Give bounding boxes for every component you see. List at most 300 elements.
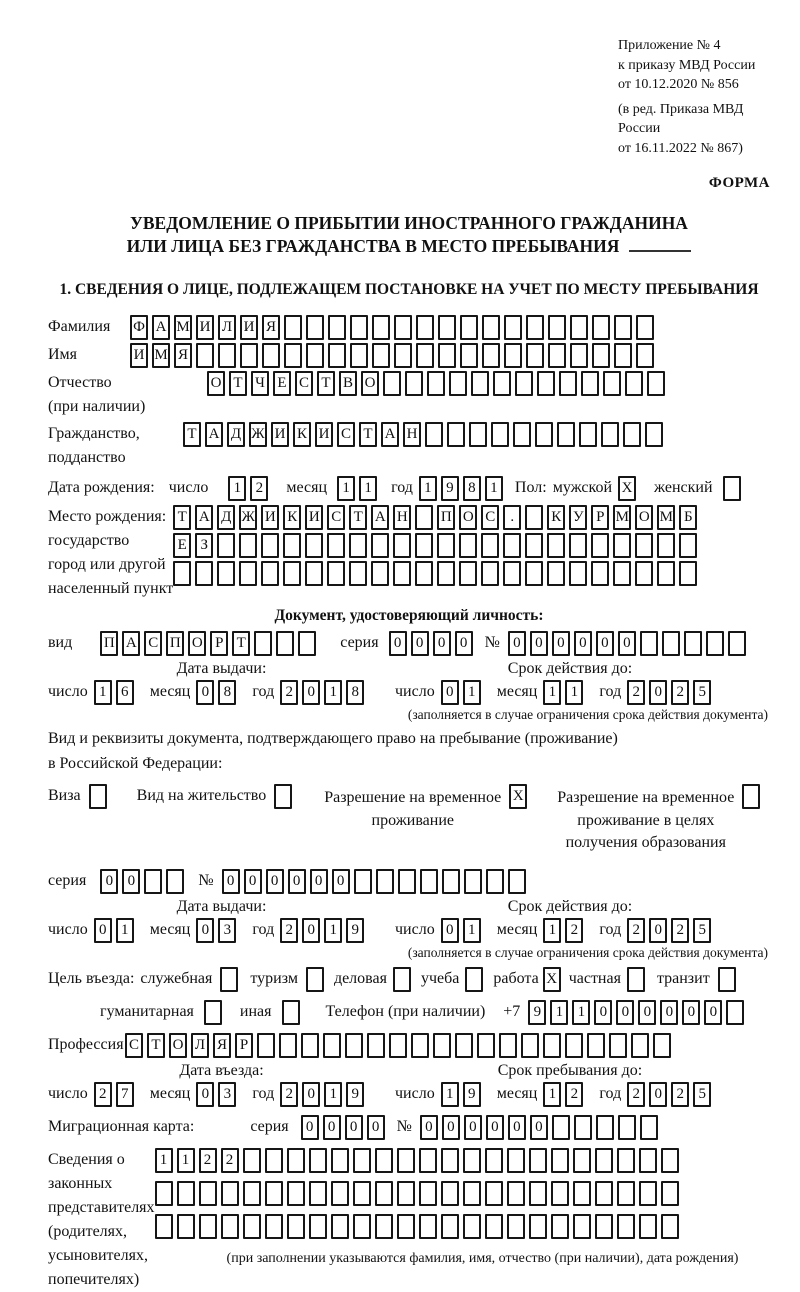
representatives-cells-row3[interactable] [155, 1214, 683, 1239]
form-cell[interactable]: О [635, 505, 653, 530]
form-cell[interactable]: 1 [485, 476, 503, 501]
form-cell[interactable] [305, 533, 323, 558]
form-cell[interactable]: 8 [346, 680, 364, 705]
form-cell[interactable]: Р [591, 505, 609, 530]
form-cell[interactable]: 0 [389, 631, 407, 656]
form-cell[interactable] [393, 533, 411, 558]
form-cell[interactable] [551, 1214, 569, 1239]
form-cell[interactable] [327, 561, 345, 586]
form-cell[interactable]: 2 [671, 680, 689, 705]
form-cell[interactable] [477, 1033, 495, 1058]
form-cell[interactable]: У [569, 505, 587, 530]
form-cell[interactable]: 0 [302, 918, 320, 943]
form-cell[interactable] [547, 561, 565, 586]
form-cell[interactable]: 0 [508, 631, 526, 656]
form-cell[interactable] [441, 1181, 459, 1206]
form-cell[interactable] [459, 561, 477, 586]
form-cell[interactable]: Т [232, 631, 250, 656]
form-cell[interactable]: О [361, 371, 379, 396]
form-cell[interactable]: 1 [463, 918, 481, 943]
form-cell[interactable]: 0 [196, 1082, 214, 1107]
form-cell[interactable]: 0 [411, 631, 429, 656]
form-cell[interactable]: 0 [441, 680, 459, 705]
purpose-official-checkbox[interactable] [220, 967, 242, 992]
purpose-work-checkbox[interactable] [543, 967, 565, 992]
form-cell[interactable]: 1 [543, 680, 561, 705]
form-cell[interactable] [529, 1181, 547, 1206]
form-cell[interactable] [653, 1033, 671, 1058]
form-cell[interactable] [265, 1214, 283, 1239]
form-cell[interactable] [570, 315, 588, 340]
form-cell[interactable]: 9 [346, 918, 364, 943]
birth-month-cells[interactable] [337, 476, 381, 501]
form-cell[interactable]: 1 [324, 918, 342, 943]
identity-issue-day[interactable] [94, 680, 138, 705]
form-cell[interactable] [459, 533, 477, 558]
form-cell[interactable]: 3 [218, 1082, 236, 1107]
form-cell[interactable]: С [337, 422, 355, 447]
form-cell[interactable]: 0 [323, 1115, 341, 1140]
form-cell[interactable]: А [371, 505, 389, 530]
form-cell[interactable] [298, 631, 316, 656]
form-cell[interactable] [471, 371, 489, 396]
form-cell[interactable] [657, 533, 675, 558]
form-cell[interactable]: 0 [301, 1115, 319, 1140]
form-cell[interactable]: 1 [550, 1000, 568, 1025]
form-cell[interactable] [354, 869, 372, 894]
identity-expiry-year[interactable] [627, 680, 715, 705]
form-cell[interactable] [526, 315, 544, 340]
form-cell[interactable] [306, 315, 324, 340]
form-cell[interactable] [397, 1181, 415, 1206]
form-cell[interactable] [559, 371, 577, 396]
form-cell[interactable] [455, 1033, 473, 1058]
form-cell[interactable]: И [315, 422, 333, 447]
form-cell[interactable] [177, 1181, 195, 1206]
form-cell[interactable]: 0 [100, 869, 118, 894]
form-cell[interactable]: 1 [463, 680, 481, 705]
form-cell[interactable] [305, 561, 323, 586]
form-cell[interactable] [631, 1033, 649, 1058]
form-cell[interactable] [617, 1214, 635, 1239]
form-cell[interactable]: 1 [94, 680, 112, 705]
form-cell[interactable] [155, 1181, 173, 1206]
residence-series-cells[interactable] [100, 869, 188, 894]
form-cell[interactable] [441, 1214, 459, 1239]
form-cell[interactable]: И [130, 343, 148, 368]
form-cell[interactable] [548, 315, 566, 340]
form-cell[interactable]: Р [210, 631, 228, 656]
gender-female-checkbox[interactable] [723, 476, 745, 501]
form-cell[interactable]: И [271, 422, 289, 447]
form-cell[interactable] [353, 1214, 371, 1239]
doc-kind-cells[interactable] [100, 631, 320, 656]
form-cell[interactable]: К [547, 505, 565, 530]
form-cell[interactable]: П [100, 631, 118, 656]
form-cell[interactable]: 0 [530, 631, 548, 656]
form-cell[interactable]: 1 [228, 476, 246, 501]
residence-expiry-day[interactable] [441, 918, 485, 943]
form-cell[interactable] [221, 1214, 239, 1239]
form-cell[interactable] [416, 343, 434, 368]
form-cell[interactable] [405, 371, 423, 396]
form-cell[interactable] [640, 631, 658, 656]
form-cell[interactable] [265, 1181, 283, 1206]
form-cell[interactable] [503, 533, 521, 558]
form-cell[interactable] [570, 343, 588, 368]
form-cell[interactable]: 0 [196, 680, 214, 705]
form-cell[interactable] [218, 343, 236, 368]
form-cell[interactable] [220, 967, 238, 992]
form-cell[interactable]: 2 [565, 918, 583, 943]
form-cell[interactable]: 0 [433, 631, 451, 656]
form-cell[interactable] [442, 869, 460, 894]
form-cell[interactable] [508, 869, 526, 894]
form-cell[interactable] [551, 1148, 569, 1173]
form-cell[interactable] [679, 533, 697, 558]
form-cell[interactable] [283, 533, 301, 558]
form-cell[interactable] [372, 315, 390, 340]
form-cell[interactable]: 1 [116, 918, 134, 943]
form-cell[interactable]: А [205, 422, 223, 447]
form-cell[interactable] [485, 1181, 503, 1206]
form-cell[interactable] [623, 422, 641, 447]
form-cell[interactable]: 0 [442, 1115, 460, 1140]
form-cell[interactable] [595, 1214, 613, 1239]
residence-number-cells[interactable] [222, 869, 530, 894]
form-cell[interactable] [393, 561, 411, 586]
form-cell[interactable] [276, 631, 294, 656]
form-cell[interactable]: . [503, 505, 521, 530]
residence-issue-month[interactable] [196, 918, 240, 943]
form-cell[interactable] [397, 1148, 415, 1173]
form-cell[interactable]: 0 [288, 869, 306, 894]
form-cell[interactable] [331, 1214, 349, 1239]
entry-day[interactable] [94, 1082, 138, 1107]
form-cell[interactable]: 1 [543, 1082, 561, 1107]
form-cell[interactable] [635, 561, 653, 586]
representatives-cells-row2[interactable] [155, 1181, 683, 1206]
form-cell[interactable]: В [339, 371, 357, 396]
form-cell[interactable] [613, 561, 631, 586]
form-cell[interactable] [617, 1181, 635, 1206]
form-cell[interactable] [565, 1033, 583, 1058]
form-cell[interactable]: 0 [574, 631, 592, 656]
edu-permit-checkbox[interactable] [742, 784, 764, 809]
form-cell[interactable]: Е [173, 533, 191, 558]
form-cell[interactable] [367, 1033, 385, 1058]
form-cell[interactable]: 0 [302, 680, 320, 705]
purpose-tourism-checkbox[interactable] [306, 967, 328, 992]
birth-place-cells-row2[interactable] [173, 533, 701, 558]
form-cell[interactable] [493, 371, 511, 396]
form-cell[interactable] [587, 1033, 605, 1058]
form-cell[interactable]: 0 [649, 680, 667, 705]
form-cell[interactable]: 0 [552, 631, 570, 656]
form-cell[interactable] [595, 1181, 613, 1206]
form-cell[interactable] [635, 533, 653, 558]
form-cell[interactable]: 6 [116, 680, 134, 705]
form-cell[interactable] [535, 422, 553, 447]
form-cell[interactable] [723, 476, 741, 501]
form-cell[interactable] [617, 1148, 635, 1173]
form-cell[interactable]: З [195, 533, 213, 558]
form-cell[interactable]: 8 [463, 476, 481, 501]
form-cell[interactable] [614, 315, 632, 340]
form-cell[interactable]: 9 [528, 1000, 546, 1025]
form-cell[interactable] [375, 1181, 393, 1206]
form-cell[interactable]: К [283, 505, 301, 530]
form-cell[interactable]: Н [403, 422, 421, 447]
entry-year[interactable] [280, 1082, 368, 1107]
entry-month[interactable] [196, 1082, 240, 1107]
form-cell[interactable]: А [381, 422, 399, 447]
birth-year-cells[interactable] [419, 476, 507, 501]
form-cell[interactable] [481, 561, 499, 586]
form-cell[interactable]: Ч [251, 371, 269, 396]
form-cell[interactable]: 1 [565, 680, 583, 705]
form-cell[interactable]: Л [218, 315, 236, 340]
form-cell[interactable] [463, 1214, 481, 1239]
form-cell[interactable] [419, 1148, 437, 1173]
form-cell[interactable] [376, 869, 394, 894]
form-cell[interactable] [287, 1181, 305, 1206]
form-cell[interactable] [309, 1214, 327, 1239]
form-cell[interactable]: 1 [177, 1148, 195, 1173]
form-cell[interactable]: А [152, 315, 170, 340]
form-cell[interactable]: О [169, 1033, 187, 1058]
form-cell[interactable]: 2 [627, 680, 645, 705]
form-cell[interactable]: 1 [359, 476, 377, 501]
surname-cells[interactable] [130, 315, 658, 340]
form-cell[interactable] [261, 533, 279, 558]
form-cell[interactable] [661, 1148, 679, 1173]
form-cell[interactable] [254, 631, 272, 656]
form-cell[interactable] [507, 1181, 525, 1206]
form-cell[interactable]: 0 [196, 918, 214, 943]
form-cell[interactable]: Т [183, 422, 201, 447]
form-cell[interactable]: 1 [337, 476, 355, 501]
form-cell[interactable]: 0 [616, 1000, 634, 1025]
form-cell[interactable] [350, 315, 368, 340]
phone-cells[interactable] [528, 1000, 748, 1025]
form-cell[interactable] [441, 1148, 459, 1173]
form-cell[interactable]: X [543, 967, 561, 992]
form-cell[interactable] [372, 343, 390, 368]
form-cell[interactable]: Т [317, 371, 335, 396]
form-cell[interactable]: X [509, 784, 527, 809]
form-cell[interactable]: 3 [218, 918, 236, 943]
form-cell[interactable] [618, 1115, 636, 1140]
form-cell[interactable] [144, 869, 162, 894]
form-cell[interactable] [371, 561, 389, 586]
form-cell[interactable]: 1 [324, 680, 342, 705]
form-cell[interactable]: 1 [155, 1148, 173, 1173]
form-cell[interactable]: 5 [693, 1082, 711, 1107]
form-cell[interactable]: Т [173, 505, 191, 530]
form-cell[interactable]: 1 [572, 1000, 590, 1025]
form-cell[interactable] [419, 1214, 437, 1239]
form-cell[interactable] [425, 422, 443, 447]
temp-permit-checkbox[interactable] [509, 784, 531, 809]
purpose-humanitarian-checkbox[interactable] [204, 1000, 226, 1025]
form-cell[interactable]: 0 [94, 918, 112, 943]
form-cell[interactable]: 0 [464, 1115, 482, 1140]
form-cell[interactable] [393, 967, 411, 992]
form-cell[interactable] [447, 422, 465, 447]
form-cell[interactable]: 0 [345, 1115, 363, 1140]
form-cell[interactable] [596, 1115, 614, 1140]
form-cell[interactable]: 2 [94, 1082, 112, 1107]
given-name-cells[interactable] [130, 343, 658, 368]
purpose-transit-checkbox[interactable] [718, 967, 740, 992]
form-cell[interactable] [309, 1148, 327, 1173]
form-cell[interactable] [574, 1115, 592, 1140]
migration-series-cells[interactable] [301, 1115, 389, 1140]
form-cell[interactable] [449, 371, 467, 396]
form-cell[interactable] [349, 561, 367, 586]
form-cell[interactable] [529, 1148, 547, 1173]
form-cell[interactable]: 0 [310, 869, 328, 894]
purpose-other-checkbox[interactable] [282, 1000, 304, 1025]
form-cell[interactable] [521, 1033, 539, 1058]
form-cell[interactable]: 2 [280, 918, 298, 943]
form-cell[interactable] [537, 371, 555, 396]
form-cell[interactable] [557, 422, 575, 447]
form-cell[interactable] [742, 784, 760, 809]
form-cell[interactable] [274, 784, 292, 809]
form-cell[interactable] [639, 1214, 657, 1239]
form-cell[interactable] [389, 1033, 407, 1058]
form-cell[interactable]: 0 [244, 869, 262, 894]
form-cell[interactable]: Ф [130, 315, 148, 340]
form-cell[interactable] [579, 422, 597, 447]
form-cell[interactable] [706, 631, 724, 656]
form-cell[interactable] [684, 631, 702, 656]
form-cell[interactable] [353, 1148, 371, 1173]
form-cell[interactable]: Т [147, 1033, 165, 1058]
form-cell[interactable] [591, 561, 609, 586]
form-cell[interactable] [548, 343, 566, 368]
form-cell[interactable] [199, 1214, 217, 1239]
form-cell[interactable]: 1 [419, 476, 437, 501]
identity-expiry-day[interactable] [441, 680, 485, 705]
form-cell[interactable] [287, 1148, 305, 1173]
form-cell[interactable]: С [481, 505, 499, 530]
purpose-study-checkbox[interactable] [465, 967, 487, 992]
form-cell[interactable]: А [195, 505, 213, 530]
form-cell[interactable] [257, 1033, 275, 1058]
form-cell[interactable] [284, 315, 302, 340]
form-cell[interactable] [525, 533, 543, 558]
form-cell[interactable] [507, 1214, 525, 1239]
form-cell[interactable]: 9 [346, 1082, 364, 1107]
form-cell[interactable]: 2 [250, 476, 268, 501]
form-cell[interactable]: 0 [618, 631, 636, 656]
form-cell[interactable] [375, 1148, 393, 1173]
form-cell[interactable]: 0 [122, 869, 140, 894]
form-cell[interactable] [592, 343, 610, 368]
form-cell[interactable]: М [174, 315, 192, 340]
form-cell[interactable]: 5 [693, 918, 711, 943]
form-cell[interactable]: Е [273, 371, 291, 396]
doc-number-cells[interactable] [508, 631, 750, 656]
form-cell[interactable]: М [152, 343, 170, 368]
form-cell[interactable]: 0 [455, 631, 473, 656]
form-cell[interactable] [569, 561, 587, 586]
form-cell[interactable] [465, 967, 483, 992]
form-cell[interactable] [306, 343, 324, 368]
form-cell[interactable] [581, 371, 599, 396]
residence-expiry-month[interactable] [543, 918, 587, 943]
form-cell[interactable]: М [657, 505, 675, 530]
form-cell[interactable] [398, 869, 416, 894]
form-cell[interactable] [301, 1033, 319, 1058]
residence-issue-day[interactable] [94, 918, 138, 943]
identity-issue-year[interactable] [280, 680, 368, 705]
form-cell[interactable]: 8 [218, 680, 236, 705]
purpose-business-checkbox[interactable] [393, 967, 415, 992]
form-cell[interactable]: И [240, 315, 258, 340]
form-cell[interactable] [394, 315, 412, 340]
form-cell[interactable] [309, 1181, 327, 1206]
form-cell[interactable]: 0 [266, 869, 284, 894]
form-cell[interactable]: 0 [508, 1115, 526, 1140]
form-cell[interactable] [657, 561, 675, 586]
form-cell[interactable] [503, 561, 521, 586]
form-cell[interactable] [328, 315, 346, 340]
form-cell[interactable] [371, 533, 389, 558]
representatives-cells-row1[interactable] [155, 1148, 683, 1173]
form-cell[interactable]: 0 [332, 869, 350, 894]
form-cell[interactable]: 2 [627, 1082, 645, 1107]
form-cell[interactable] [640, 1115, 658, 1140]
form-cell[interactable] [515, 371, 533, 396]
form-cell[interactable]: X [618, 476, 636, 501]
form-cell[interactable] [415, 505, 433, 530]
form-cell[interactable] [394, 343, 412, 368]
form-cell[interactable] [614, 343, 632, 368]
form-cell[interactable] [460, 315, 478, 340]
form-cell[interactable] [485, 1214, 503, 1239]
form-cell[interactable]: 2 [280, 680, 298, 705]
patronymic-cells[interactable] [207, 371, 669, 396]
form-cell[interactable] [573, 1214, 591, 1239]
form-cell[interactable]: 0 [486, 1115, 504, 1140]
form-cell[interactable] [419, 1181, 437, 1206]
form-cell[interactable] [639, 1181, 657, 1206]
form-cell[interactable] [504, 315, 522, 340]
form-cell[interactable]: Т [229, 371, 247, 396]
form-cell[interactable]: 0 [596, 631, 614, 656]
form-cell[interactable] [204, 1000, 222, 1025]
form-cell[interactable]: 0 [704, 1000, 722, 1025]
form-cell[interactable] [433, 1033, 451, 1058]
form-cell[interactable] [279, 1033, 297, 1058]
stay-month[interactable] [543, 1082, 587, 1107]
form-cell[interactable] [411, 1033, 429, 1058]
stay-day[interactable] [441, 1082, 485, 1107]
form-cell[interactable]: 0 [420, 1115, 438, 1140]
form-cell[interactable]: 7 [116, 1082, 134, 1107]
form-cell[interactable] [437, 561, 455, 586]
form-cell[interactable]: Н [393, 505, 411, 530]
form-cell[interactable] [460, 343, 478, 368]
form-cell[interactable] [323, 1033, 341, 1058]
form-cell[interactable] [718, 967, 736, 992]
form-cell[interactable] [679, 561, 697, 586]
form-cell[interactable]: 0 [222, 869, 240, 894]
